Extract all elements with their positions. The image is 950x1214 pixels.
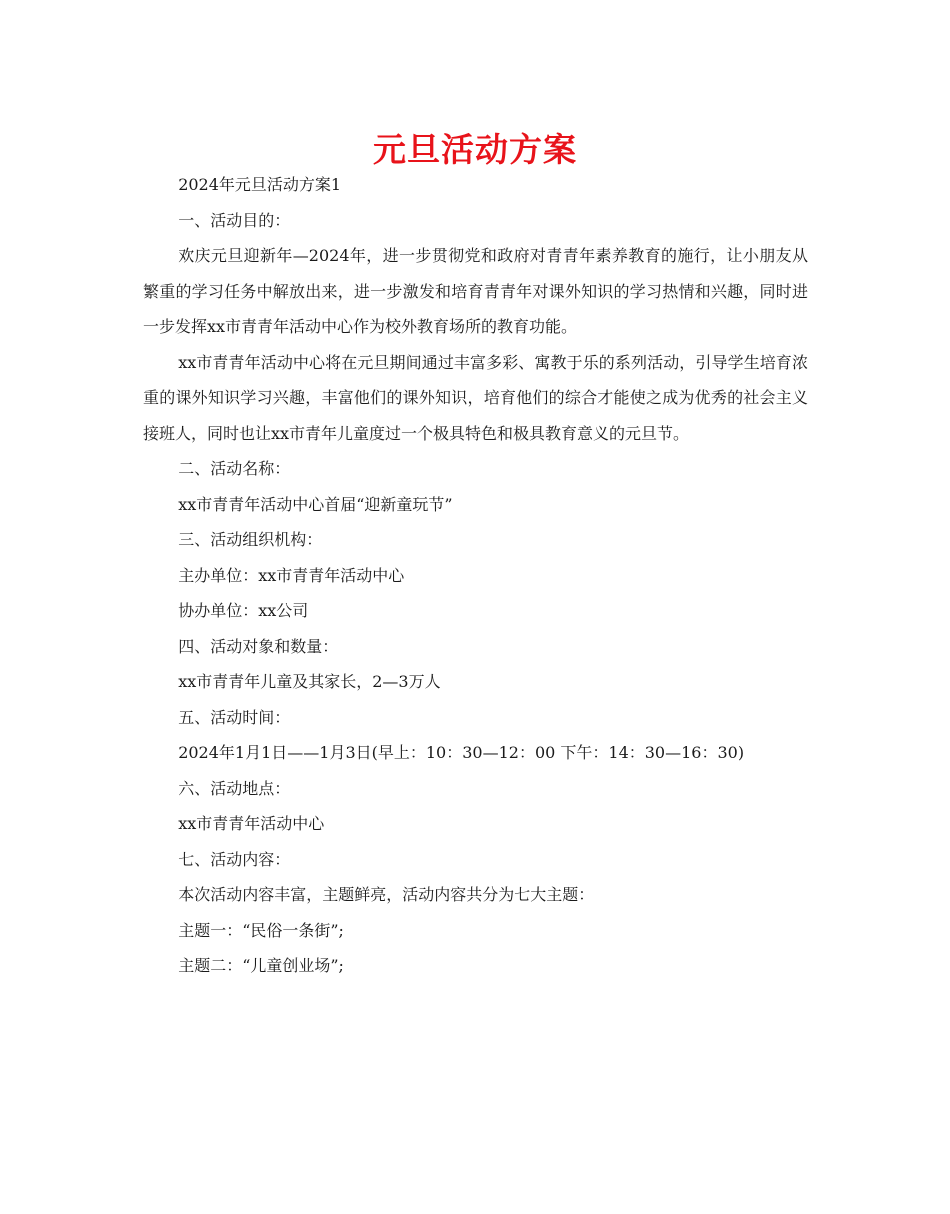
paragraph-center-activities: xx市青青年活动中心将在元旦期间通过丰富多彩、寓教于乐的系列活动，引导学生培育浓重的课外知识学习兴趣，丰富他们的课外知识，培育他们的综合才能使之成为优秀的社会主义接班人，同时也让xx市青年儿童度过一个极具特色和极具教育意义的元旦节。: [143, 352, 808, 443]
heading-name: 二、活动名称：: [178, 459, 291, 478]
paragraph-co-host: 协办单位：xx公司: [178, 601, 309, 620]
document-title: 元旦活动方案: [373, 130, 577, 169]
heading-time: 五、活动时间：: [178, 707, 291, 727]
document-body: [143, 167, 808, 984]
paragraph-theme-1: 主题一：“民俗一条街”;: [178, 920, 344, 940]
paragraph-location: xx市青青年活动中心: [178, 814, 325, 833]
paragraph-host: 主办单位：xx市青青年活动中心: [178, 565, 405, 585]
heading-purpose: 一、活动目的：: [178, 210, 291, 230]
paragraph-name: xx市青青年活动中心首届“迎新童玩节”: [178, 494, 453, 514]
paragraph-subtitle: 2024年元旦活动方案1: [178, 175, 342, 194]
paragraph-purpose: 欢庆元旦迎新年—2024年，进一步贯彻党和政府对青青年素养教育的施行，让小朋友从繁重的学习任务中解放出来，进一步激发和培育青青年对课外知识的学习热情和兴趣，同时进一步发挥xx市青青年活动中心作为校外教育场所的教育功能。: [143, 246, 808, 336]
paragraph-time: 2024年1月1日——1月3日(早上：10：30—12：00 下午：14：30—16：30): [178, 743, 745, 762]
paragraph-content: 本次活动内容丰富，主题鲜亮，活动内容共分为七大主题：: [178, 885, 595, 904]
heading-location: 六、活动地点：: [178, 778, 291, 798]
paragraph-audience: xx市青青年儿童及其家长，2—3万人: [178, 672, 441, 691]
heading-organization: 三、活动组织机构：: [178, 530, 323, 549]
heading-content: 七、活动内容：: [178, 849, 291, 869]
heading-audience: 四、活动对象和数量：: [178, 636, 339, 656]
paragraph-theme-2: 主题二：“儿童创业场”;: [178, 956, 344, 975]
